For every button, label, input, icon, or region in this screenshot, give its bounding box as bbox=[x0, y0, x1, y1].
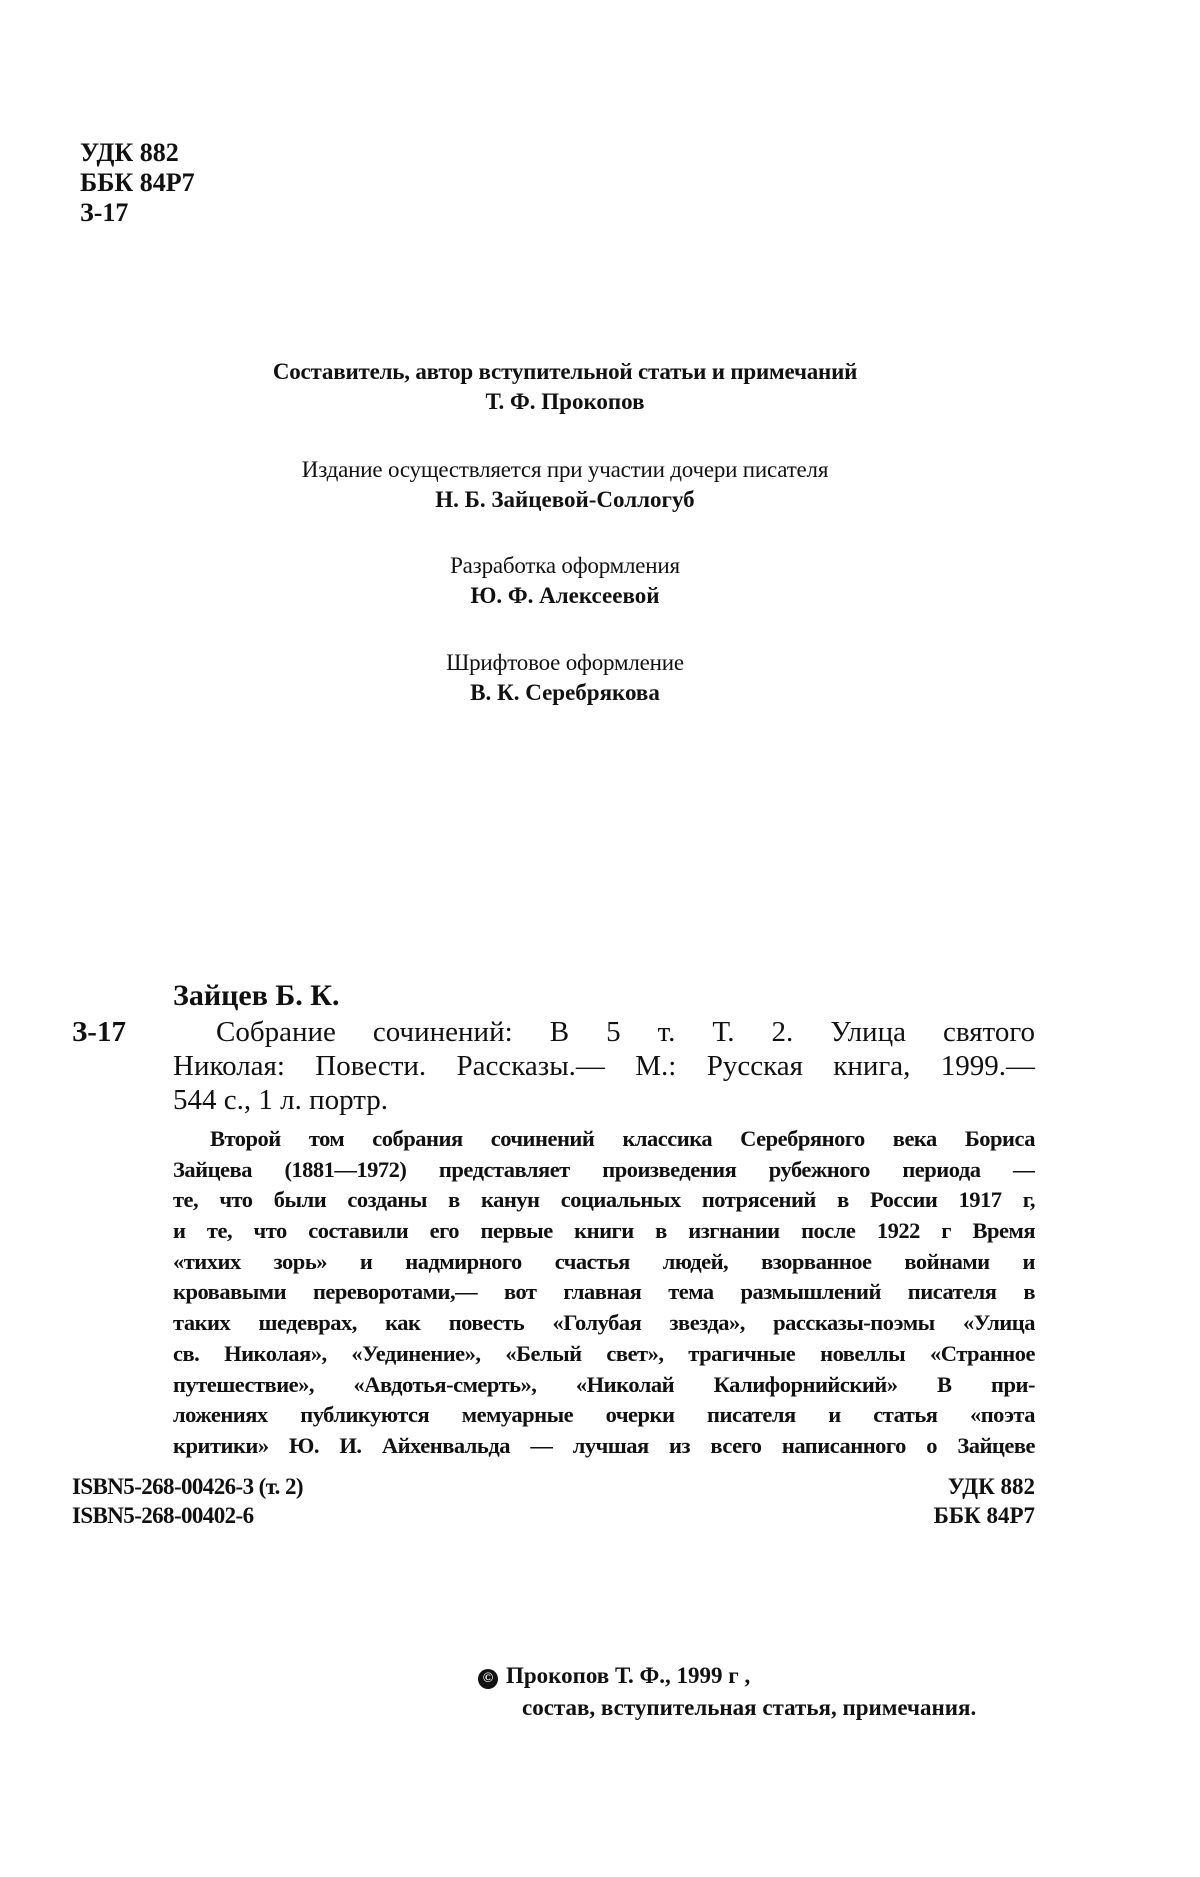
annotation-line: Второй том собрания сочинений классика Серебряного века Бориса bbox=[210, 1126, 1035, 1151]
annotation-line: и те, что составили его первые книги в изгнании после 1922 г Время bbox=[173, 1218, 1035, 1244]
annotation-line: кровавыми переворотами,— вот главная тема размышлений писателя в bbox=[173, 1279, 1035, 1305]
copyright-holder: Прокопов Т. Ф., 1999 г , bbox=[506, 1663, 751, 1688]
credit-role: Шрифтовое оформление bbox=[446, 650, 684, 675]
annotation-line: те, что были созданы в канун социальных потрясений в России 1917 г, bbox=[173, 1187, 1035, 1213]
credit-name: Т. Ф. Прокопов bbox=[485, 389, 645, 414]
isbn-block bbox=[72, 1472, 303, 1530]
annotation-line: путешествие», «Авдотья-смерть», «Николай Калифорнийский» В при- bbox=[173, 1371, 1035, 1397]
credit-compiler bbox=[0, 357, 1130, 417]
author-mark: З-17 bbox=[80, 198, 129, 227]
credit-name: Ю. Ф. Алексеевой bbox=[470, 583, 660, 608]
classification-codes bbox=[80, 138, 195, 228]
index-codes bbox=[800, 1472, 1035, 1530]
bbk-code: ББК 84Р7 bbox=[933, 1503, 1035, 1528]
credit-role: Составитель, автор вступительной статьи и примечаний bbox=[272, 359, 858, 384]
catalog-code: З-17 bbox=[72, 1016, 126, 1048]
credit-participation bbox=[0, 455, 1130, 515]
annotation bbox=[173, 1124, 1035, 1462]
catalog-line: Собрание сочинений: В 5 т. Т. 2. Улица святого bbox=[216, 1016, 1035, 1048]
credit-role: Издание осуществляется при участии дочери писателя bbox=[301, 457, 829, 482]
catalog-line: 544 с., 1 л. портр. bbox=[173, 1084, 389, 1116]
credit-name: Н. Б. Зайцевой-Соллогуб bbox=[435, 487, 695, 512]
catalog-description bbox=[173, 1015, 1035, 1117]
isbn-set: ISBN5-268-00402-6 bbox=[72, 1503, 254, 1528]
annotation-line: Зайцева (1881—1972) представляет произведения рубежного периода — bbox=[173, 1156, 1035, 1182]
catalog-author: Зайцев Б. К. bbox=[173, 979, 340, 1012]
catalog-line: Николая: Повести. Рассказы.— М.: Русская книга, 1999.— bbox=[173, 1050, 1035, 1082]
annotation-line: ложениях публикуются мемуарные очерки писателя и статья «поэта bbox=[173, 1402, 1035, 1428]
copyright-scope: состав, вступительная статья, примечания. bbox=[522, 1695, 977, 1720]
annotation-line: критики» Ю. И. Айхенвальда — лучшая из всего написанного о Зайцеве bbox=[173, 1432, 1035, 1458]
isbn-volume: ISBN5-268-00426-3 (т. 2) bbox=[72, 1474, 303, 1499]
credit-role: Разработка оформления bbox=[450, 553, 680, 578]
copyright-icon: © bbox=[478, 1669, 498, 1689]
annotation-line: таких шедеврах, как повесть «Голубая звезда», рассказы-поэмы «Улица bbox=[173, 1310, 1035, 1336]
udk-code: УДК 882 bbox=[80, 138, 179, 167]
annotation-line: «тихих зорь» и надмирного счастья людей, взорванное войнами и bbox=[173, 1248, 1035, 1274]
copyright-notice bbox=[478, 1660, 976, 1724]
udk-code: УДК 882 bbox=[947, 1474, 1035, 1499]
credit-design bbox=[0, 551, 1130, 611]
credit-name: В. К. Серебрякова bbox=[470, 680, 660, 705]
bbk-code: ББК 84Р7 bbox=[80, 168, 195, 197]
annotation-line: св. Николая», «Уединение», «Белый свет», трагичные новеллы «Странное bbox=[173, 1340, 1035, 1366]
credit-typography bbox=[0, 648, 1130, 708]
